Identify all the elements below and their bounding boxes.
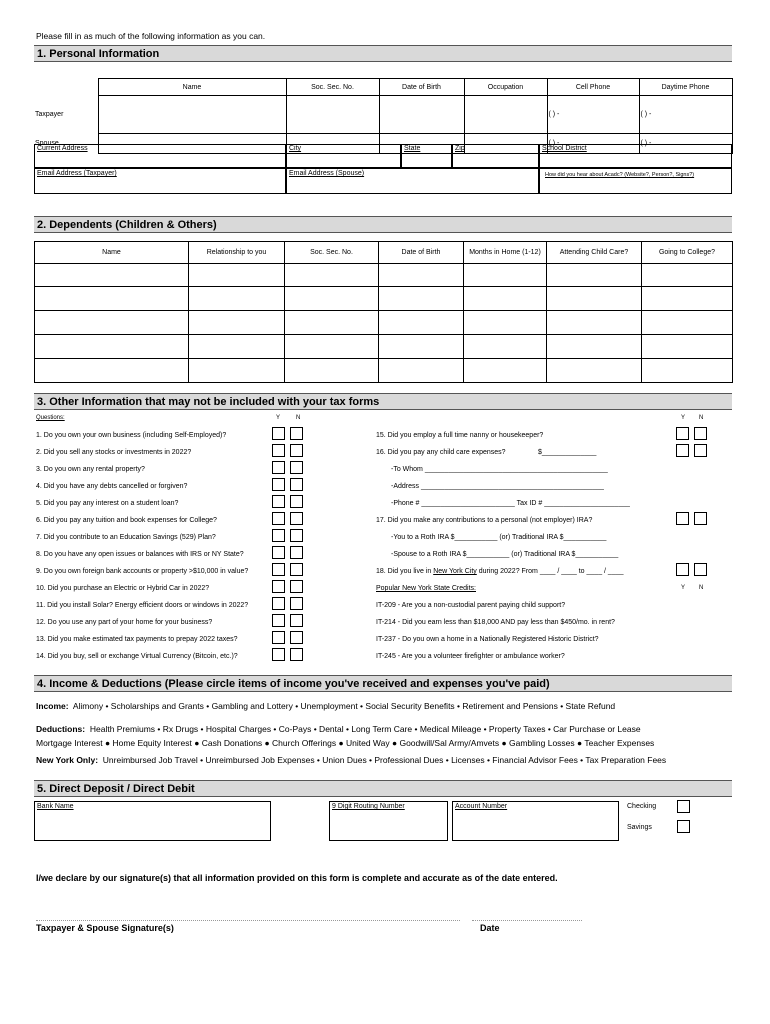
dep-cell[interactable] (464, 287, 547, 311)
q13-no-checkbox[interactable] (290, 631, 303, 644)
dep-cell[interactable] (379, 359, 464, 383)
q2-no-checkbox[interactable] (290, 444, 303, 457)
dep-header-ssn: Soc. Sec. No. (285, 242, 379, 264)
q13-yes-checkbox[interactable] (272, 631, 285, 644)
question-4: 4. Did you have any debts cancelled or forgiven? (36, 483, 188, 490)
personal-info-table (34, 78, 733, 154)
dep-cell[interactable] (285, 311, 379, 335)
signature-line[interactable] (36, 920, 460, 921)
taxpayer-daytime-field[interactable]: ( ) - (639, 96, 732, 134)
q2-yes-checkbox[interactable] (272, 444, 285, 457)
dep-cell[interactable] (35, 287, 189, 311)
q8-no-checkbox[interactable] (290, 546, 303, 559)
q10-no-checkbox[interactable] (290, 580, 303, 593)
income-line (36, 701, 615, 711)
taxpayer-name-field[interactable] (98, 96, 286, 134)
section-3-header: 3. Other Information that may not be included with your tax forms (34, 393, 732, 410)
dep-cell[interactable] (642, 335, 733, 359)
dep-header-relationship: Relationship to you (189, 242, 285, 264)
dep-cell[interactable] (642, 287, 733, 311)
q5-no-checkbox[interactable] (290, 495, 303, 508)
spouse-daytime-field[interactable]: ( ) - (639, 134, 732, 154)
dep-header-months: Months in Home (1-12) (464, 242, 547, 264)
q4-yes-checkbox[interactable] (272, 478, 285, 491)
checking-label: Checking (627, 803, 657, 810)
q5-yes-checkbox[interactable] (272, 495, 285, 508)
dep-cell[interactable] (547, 335, 642, 359)
dep-cell[interactable] (464, 335, 547, 359)
dep-cell[interactable] (464, 264, 547, 287)
q7-no-checkbox[interactable] (290, 529, 303, 542)
you-ira-line: -You to a Roth IRA $___________ (or) Traditional IRA $___________ (391, 534, 607, 541)
dep-header-name: Name (35, 242, 189, 264)
email-taxpayer-label: Email Address (Taxpayer) (37, 170, 117, 177)
header-occupation: Occupation (464, 79, 547, 96)
n-label-right: N (699, 415, 704, 421)
address-line: -Address _______________________________________________ (391, 483, 604, 490)
dep-cell[interactable] (189, 359, 285, 383)
dep-cell[interactable] (642, 359, 733, 383)
header-ssn: Soc. Sec. No. (286, 79, 379, 96)
to-whom-line: -To Whom _______________________________________________ (391, 466, 608, 473)
n-label-credits: N (699, 585, 704, 591)
dep-cell[interactable] (464, 359, 547, 383)
dependents-table (34, 241, 733, 383)
dep-cell[interactable] (189, 264, 285, 287)
q14-no-checkbox[interactable] (290, 648, 303, 661)
q10-yes-checkbox[interactable] (272, 580, 285, 593)
q15-yes-checkbox[interactable] (676, 427, 689, 440)
q12-yes-checkbox[interactable] (272, 614, 285, 627)
dep-cell[interactable] (189, 311, 285, 335)
q11-yes-checkbox[interactable] (272, 597, 285, 610)
deductions-line-1 (36, 724, 641, 734)
bank-name-label: Bank Name (37, 803, 74, 810)
it209-question: IT-209 - Are you a non-custodial parent paying child support? (376, 602, 566, 609)
it214-question: IT-214 - Did you earn less than $18,000 AND pay less than $450/mo. in rent? (376, 619, 615, 626)
question-17: 17. Did you make any contributions to a personal (not employer) IRA? (376, 517, 593, 524)
signature-label: Taxpayer & Spouse Signature(s) (36, 923, 174, 933)
taxpayer-ssn-field[interactable] (286, 96, 379, 134)
dependent-row (35, 264, 733, 287)
account-number-label: Account Number (455, 803, 508, 810)
q3-no-checkbox[interactable] (290, 461, 303, 474)
current-address-label: Current Address (37, 145, 88, 152)
dep-cell[interactable] (642, 311, 733, 335)
taxpayer-dob-field[interactable] (379, 96, 464, 134)
ny-credits-label: Popular New York State Credits: (376, 585, 476, 592)
ny-only-label: New York Only: (36, 755, 99, 765)
spouse-ira-line: -Spouse to a Roth IRA $___________ (or) Traditional IRA $___________ (391, 551, 619, 558)
income-label: Income: (36, 701, 69, 711)
dep-cell[interactable] (35, 359, 189, 383)
q7-yes-checkbox[interactable] (272, 529, 285, 542)
q9-no-checkbox[interactable] (290, 563, 303, 576)
q9-yes-checkbox[interactable] (272, 563, 285, 576)
date-line[interactable] (472, 920, 582, 921)
question-18 (376, 568, 624, 575)
spouse-label: Spouse (35, 140, 59, 147)
it245-question: IT-245 - Are you a volunteer firefighter or ambulance worker? (376, 653, 565, 660)
question-3: 3. Do you own any rental property? (36, 466, 145, 473)
dependent-row (35, 359, 733, 383)
header-name: Name (98, 79, 286, 96)
savings-label: Savings (627, 824, 652, 831)
declaration-text: I/we declare by our signature(s) that all information provided on this form is complete and accurate as of the date entered. (36, 873, 558, 883)
q18-post: during 2022? From ____ / ____ to ____ / ____ (476, 568, 624, 575)
q1-yes-checkbox[interactable] (272, 427, 285, 440)
zip-label: Zip (455, 145, 465, 152)
q6-yes-checkbox[interactable] (272, 512, 285, 525)
intro-text: Please fill in as much of the following information as you can. (36, 31, 266, 41)
question-2: 2. Did you sell any stocks or investments in 2022? (36, 449, 192, 456)
taxpayer-occupation-field[interactable] (464, 96, 547, 134)
question-5: 5. Did you pay any interest on a student loan? (36, 500, 179, 507)
q8-yes-checkbox[interactable] (272, 546, 285, 559)
dep-cell[interactable] (547, 359, 642, 383)
income-items: Alimony • Scholarships and Grants • Gambling and Lottery • Unemployment • Social Security Benefits • Retirement and Pensions • State Refund (72, 701, 616, 711)
q17-yes-checkbox[interactable] (676, 512, 689, 525)
deductions-items-1: Health Premiums • Rx Drugs • Hospital Charges • Co-Pays • Dental • Long Term Care • Medical Mileage • Property Taxes • Car Purchase or Lease (89, 724, 641, 734)
section-5-header: 5. Direct Deposit / Direct Debit (34, 780, 732, 797)
deductions-items-2: Mortgage Interest ● Home Equity Interest ● Cash Donations ● Church Offerings ● United Way ● Goodwill/Sal Army/Amvets ● Gambling Losses ● Teacher Expenses (36, 738, 655, 748)
q14-yes-checkbox[interactable] (272, 648, 285, 661)
taxpayer-cell-field[interactable]: ( ) - (547, 96, 639, 134)
q6-no-checkbox[interactable] (290, 512, 303, 525)
state-label: State (404, 145, 421, 152)
dep-cell[interactable] (547, 311, 642, 335)
q16-no-checkbox[interactable] (694, 444, 707, 457)
section-1-header: 1. Personal Information (34, 45, 732, 62)
q18-pre: 18. Did you live in (376, 568, 434, 575)
question-9: 9. Do you own foreign bank accounts or property >$10,000 in value? (36, 568, 249, 575)
dep-cell[interactable] (35, 264, 189, 287)
dep-cell[interactable] (379, 335, 464, 359)
q4-no-checkbox[interactable] (290, 478, 303, 491)
ny-only-line (36, 755, 666, 765)
dep-cell[interactable] (189, 287, 285, 311)
dependent-row (35, 287, 733, 311)
n-label-left: N (296, 415, 301, 421)
school-district-label: School District (542, 145, 587, 152)
dep-cell[interactable] (379, 264, 464, 287)
y-label-right: Y (681, 415, 686, 421)
dep-cell[interactable] (285, 359, 379, 383)
q16-yes-checkbox[interactable] (676, 444, 689, 457)
question-13: 13. Did you make estimated tax payments to prepay 2022 taxes? (36, 636, 238, 643)
dep-cell[interactable] (547, 264, 642, 287)
city-label: City (289, 145, 302, 152)
y-label-left: Y (276, 415, 281, 421)
dep-cell[interactable] (189, 335, 285, 359)
dependent-row (35, 335, 733, 359)
dep-cell[interactable] (285, 335, 379, 359)
routing-number-label: 9 Digit Routing Number (332, 803, 405, 810)
section-4-header: 4. Income & Deductions (Please circle items of income you've received and expenses you've paid) (34, 675, 732, 692)
email-spouse-label: Email Address (Spouse) (289, 170, 365, 177)
question-1: 1. Do you own your own business (including Self-Employed)? (36, 432, 227, 439)
dep-cell[interactable] (547, 287, 642, 311)
question-10: 10. Did you purchase an Electric or Hybrid Car in 2022? (36, 585, 210, 592)
q18-city: New York City (433, 568, 477, 575)
question-8: 8. Do you have any open issues or balances with IRS or NY State? (36, 551, 244, 558)
savings-checkbox[interactable] (677, 820, 690, 833)
date-label: Date (480, 923, 500, 933)
q3-yes-checkbox[interactable] (272, 461, 285, 474)
question-15: 15. Did you employ a full time nanny or housekeeper? (376, 432, 544, 439)
header-dob: Date of Birth (379, 79, 464, 96)
y-label-credits: Y (681, 585, 686, 591)
section-2-header: 2. Dependents (Children & Others) (34, 216, 732, 233)
dep-cell[interactable] (35, 335, 189, 359)
question-14: 14. Did you buy, sell or exchange Virtual Currency (Bitcoin, etc.)? (36, 653, 238, 660)
dep-cell[interactable] (285, 264, 379, 287)
questions-label: Questions: (36, 415, 65, 421)
q18-no-checkbox[interactable] (694, 563, 707, 576)
question-7: 7. Did you contribute to an Education Savings (529) Plan? (36, 534, 216, 541)
dep-header-college: Going to College? (642, 242, 733, 264)
ny-only-items: Unreimbursed Job Travel • Unreimbursed Job Expenses • Union Dues • Professional Dues • Licenses • Financial Advisor Fees • Tax Preparation Fees (102, 755, 667, 765)
q16-amount: $______________ (538, 449, 597, 456)
dependent-row (35, 311, 733, 335)
question-11: 11. Did you install Solar? Energy efficient doors or windows in 2022? (36, 602, 249, 609)
phone-taxid-line: -Phone # ________________________ Tax ID # ______________________ (391, 500, 630, 507)
question-16: 16. Did you pay any child care expenses? (376, 449, 506, 456)
question-6: 6. Did you pay any tuition and book expenses for College? (36, 517, 217, 524)
spouse-cell-field[interactable]: ( ) - (547, 134, 639, 154)
q18-yes-checkbox[interactable] (676, 563, 689, 576)
dep-cell[interactable] (642, 264, 733, 287)
dep-header-child-care: Attending Child Care? (547, 242, 642, 264)
dep-cell[interactable] (35, 311, 189, 335)
dep-cell[interactable] (379, 311, 464, 335)
deductions-label: Deductions: (36, 724, 86, 734)
header-daytime-phone: Daytime Phone (639, 79, 732, 96)
dep-header-dob: Date of Birth (379, 242, 464, 264)
taxpayer-label: Taxpayer (35, 111, 64, 118)
dep-cell[interactable] (464, 311, 547, 335)
it237-question: IT-237 - Do you own a home in a Nationally Registered Historic District? (376, 636, 599, 643)
checking-checkbox[interactable] (677, 800, 690, 813)
q1-no-checkbox[interactable] (290, 427, 303, 440)
header-cell-phone: Cell Phone (547, 79, 639, 96)
city-field[interactable] (286, 144, 401, 168)
dep-cell[interactable] (285, 287, 379, 311)
how-heard-label: How did you hear about Acadc? (Website?, Person?, Signs?) (545, 172, 695, 178)
q17-no-checkbox[interactable] (694, 512, 707, 525)
q11-no-checkbox[interactable] (290, 597, 303, 610)
q15-no-checkbox[interactable] (694, 427, 707, 440)
question-12: 12. Do you use any part of your home for your business? (36, 619, 213, 626)
dep-cell[interactable] (379, 287, 464, 311)
q12-no-checkbox[interactable] (290, 614, 303, 627)
zip-field[interactable] (452, 144, 539, 168)
